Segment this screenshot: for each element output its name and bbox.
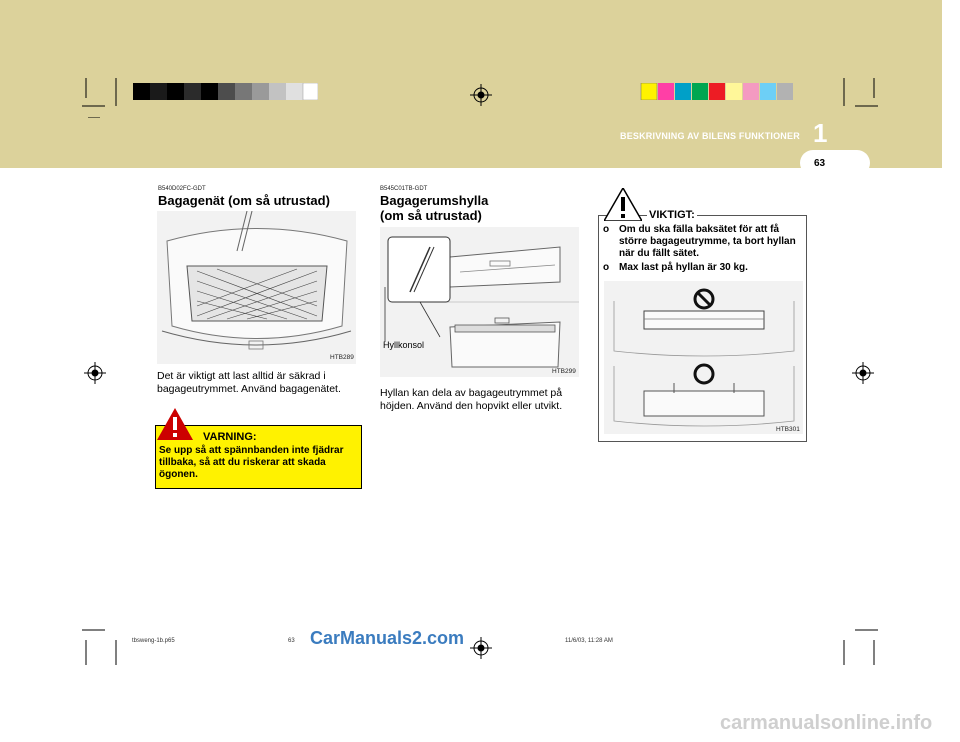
bullet-marker: o [603, 224, 610, 235]
section-number: 1 [813, 118, 828, 148]
section-code: B540D02FC-GDT [158, 186, 206, 192]
warning-title: VARNING: [203, 431, 257, 443]
image-caption: HTB301 [776, 426, 800, 433]
registration-target-icon [470, 84, 492, 106]
watermark-link[interactable]: CarManuals2.com [310, 628, 465, 648]
registration-target-icon [852, 362, 874, 384]
warning-triangle-icon [157, 408, 193, 440]
page-number: 63 [814, 158, 826, 169]
image-label: Hyllkonsol [383, 340, 425, 350]
notice-box [598, 209, 807, 442]
section-heading: Bagagenät (om så utrustad) [158, 193, 330, 208]
crop-marks-bottom [80, 620, 880, 670]
image-caption: HTB299 [552, 368, 576, 375]
bullet-text: Om du ska fälla baksätet för att få större bagageutrymme, ta bort hyllan när du fällt sätet. [619, 224, 796, 259]
body-text: Hyllan kan dela av bagageutrymmet på höjden. Använd den hopvikt eller utvikt. [380, 387, 563, 412]
section-title: BESKRIVNING AV BILENS FUNKTIONER [620, 131, 800, 141]
cargo-shelf-illustration [380, 227, 579, 377]
notice-title: VIKTIGT: [649, 209, 695, 221]
warning-triangle-icon [604, 188, 642, 221]
registration-target-icon [84, 362, 106, 384]
image-caption: HTB289 [330, 354, 354, 361]
section-code: B545C01TB-GDT [380, 186, 428, 192]
heading-line: Bagagerumshylla [380, 193, 489, 208]
shelf-usage-illustration [604, 281, 803, 434]
site-watermark: carmanualsonline.info [720, 712, 933, 734]
body-text: Det är viktigt att last alltid är säkrad i bagageutrymmet. Använd bagagenätet. [157, 370, 341, 395]
warning-text: Se upp så att spännbanden inte fjädrar tillbaka, så att du riskerar att skada ögonen. [159, 445, 344, 480]
footer-datetime: 11/6/03, 11:28 AM [565, 638, 613, 644]
page-number-tab [800, 150, 870, 176]
heading-line: (om så utrustad) [380, 208, 482, 223]
footer-filename: tbsweng-1b.p65 [132, 638, 175, 644]
bullet-marker: o [603, 262, 610, 273]
section-heading [380, 193, 488, 223]
cargo-net-illustration [157, 211, 356, 364]
bullet-text: Max last på hyllan är 30 kg. [619, 262, 748, 273]
footer-page: 63 [288, 638, 295, 644]
